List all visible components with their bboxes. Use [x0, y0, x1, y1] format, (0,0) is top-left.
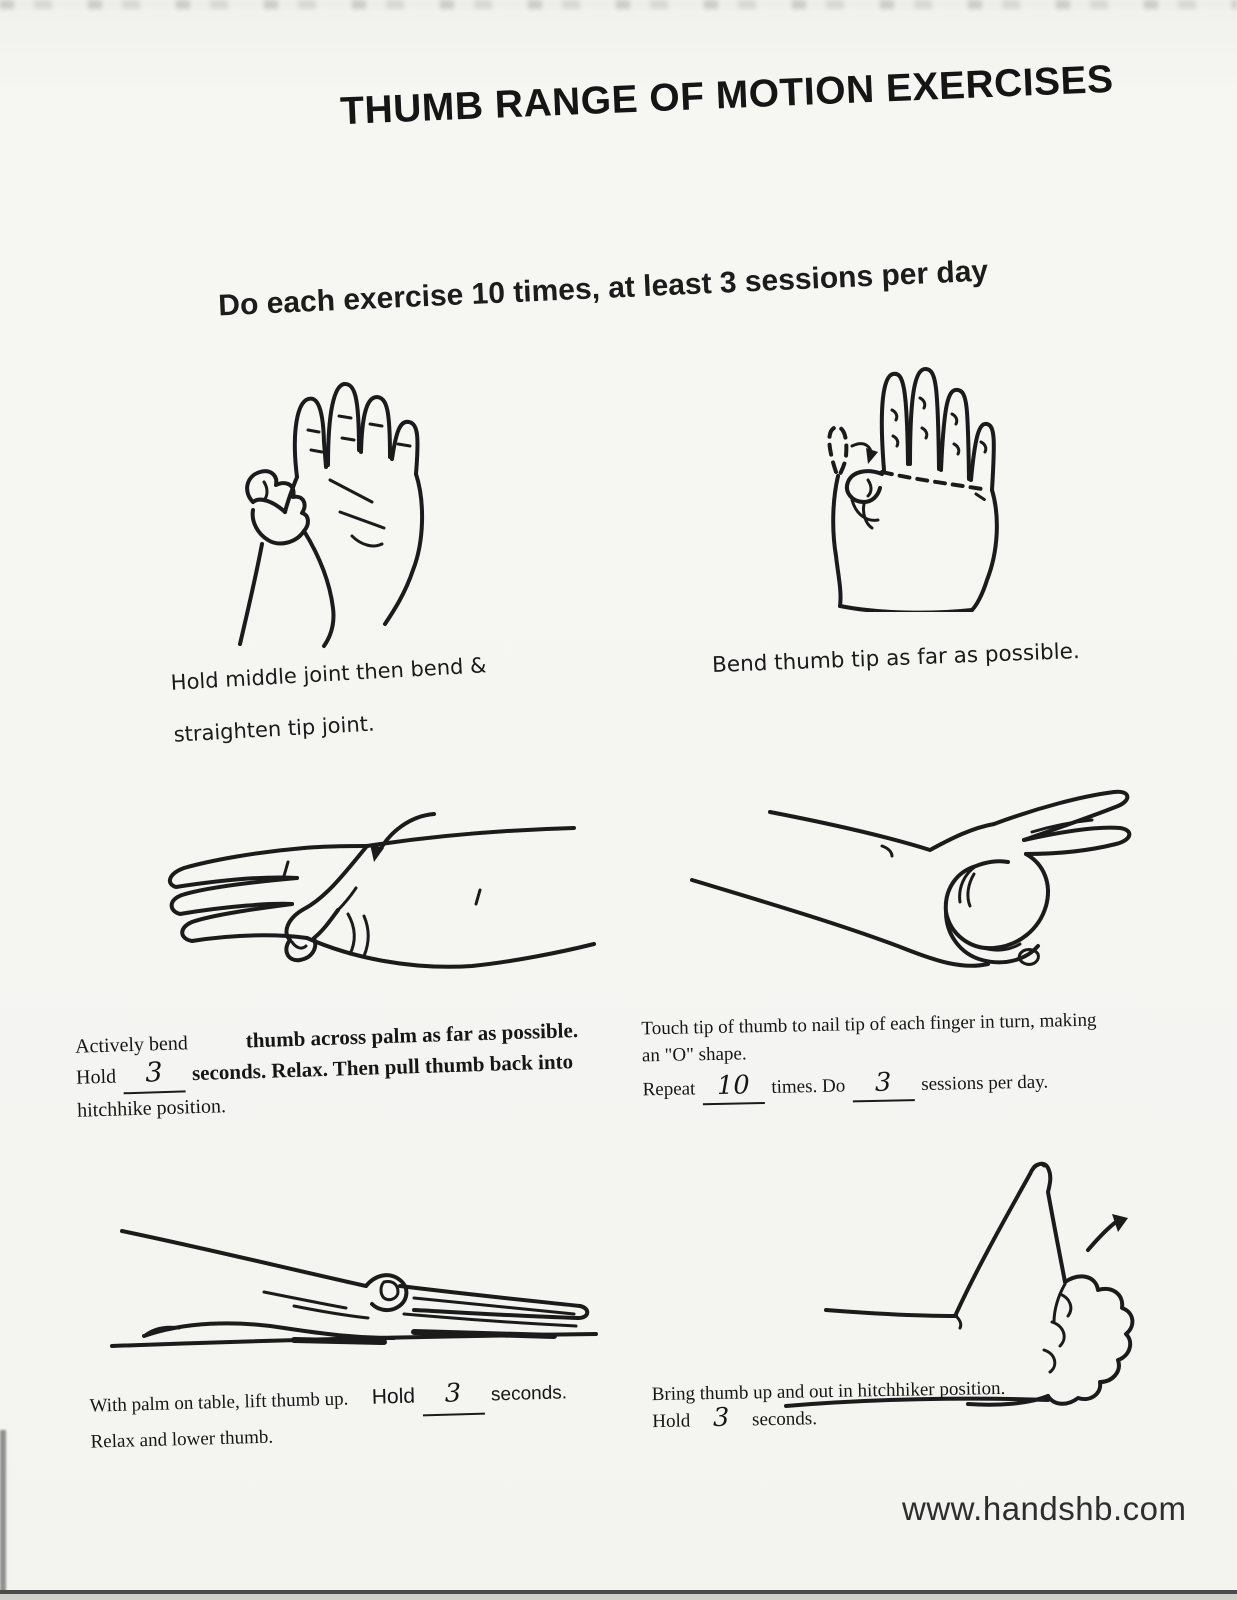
caption-o-shape: [641, 1005, 1203, 1107]
hand-holding-thumb-middle-joint-icon: [212, 352, 532, 652]
handwritten-number: 3: [144, 1057, 164, 1089]
fill-in-blank: [123, 1059, 186, 1094]
caption-hitchhiker-position: [652, 1375, 1006, 1435]
caption-line: Actively bend thumb across palm as far as possible.: [74, 1018, 579, 1058]
caption-line: Hold 3 seconds.: [652, 1402, 818, 1434]
fill-in-blank: [852, 1067, 915, 1102]
page-title: THUMB RANGE OF MOTION EXERCISES: [339, 57, 1115, 134]
fist-thumbs-up-icon: [668, 1118, 1148, 1408]
caption-line: Relax and lower thumb.: [90, 1426, 274, 1453]
caption-line: Hold middle joint then bend &: [170, 653, 487, 695]
page-subtitle: Do each exercise 10 times, at least 3 sessions per day: [217, 254, 989, 323]
caption-line: hitchhike position.: [76, 1095, 227, 1122]
handwritten-number: 10: [716, 1070, 750, 1101]
caption-thumb-across-palm: [75, 1013, 638, 1126]
scan-edge-left: [0, 1430, 6, 1600]
scan-noise-top: [0, 0, 1237, 9]
palm-on-table-thumb-lifted-icon: [84, 1186, 604, 1356]
hand-making-o-shape-icon: [652, 762, 1152, 992]
handwritten-number: 3: [712, 1402, 730, 1434]
caption-line: Touch tip of thumb to nail tip of each finger in turn, making: [641, 1009, 1097, 1040]
caption-line: Bend thumb tip as far as possible.: [711, 638, 1081, 679]
caption-line: an "O" shape.: [641, 1043, 747, 1067]
caption-line: Repeat 10 times. Do 3 sessions per day.: [642, 1066, 1202, 1107]
caption-bend-thumb-tip: [712, 639, 1080, 678]
scan-edge-bottom-light: [0, 1594, 1237, 1600]
fill-in-blank: [422, 1379, 485, 1417]
caption-line: Bring thumb up and out in hitchhiker position.: [651, 1377, 1006, 1406]
caption-line: straighten tip joint.: [173, 711, 376, 747]
caption-bend-straighten-tip-joint: [170, 653, 490, 747]
side-hand-thumb-across-palm-icon: [142, 782, 602, 1002]
palm-with-thumb-tip-bent-icon: [772, 352, 1032, 612]
handwritten-number: 3: [874, 1067, 892, 1098]
handwritten-number: 3: [444, 1378, 462, 1409]
website-url: www.handshb.com: [902, 1490, 1187, 1527]
fill-in-blank: [702, 1070, 765, 1105]
caption-line: With palm on table, lift thumb up. Hold 3 seconds.: [89, 1378, 568, 1417]
caption-line: Hold 3 seconds. Relax. Then pull thumb back into: [76, 1044, 637, 1096]
caption-lift-thumb-off-table: [89, 1375, 568, 1458]
